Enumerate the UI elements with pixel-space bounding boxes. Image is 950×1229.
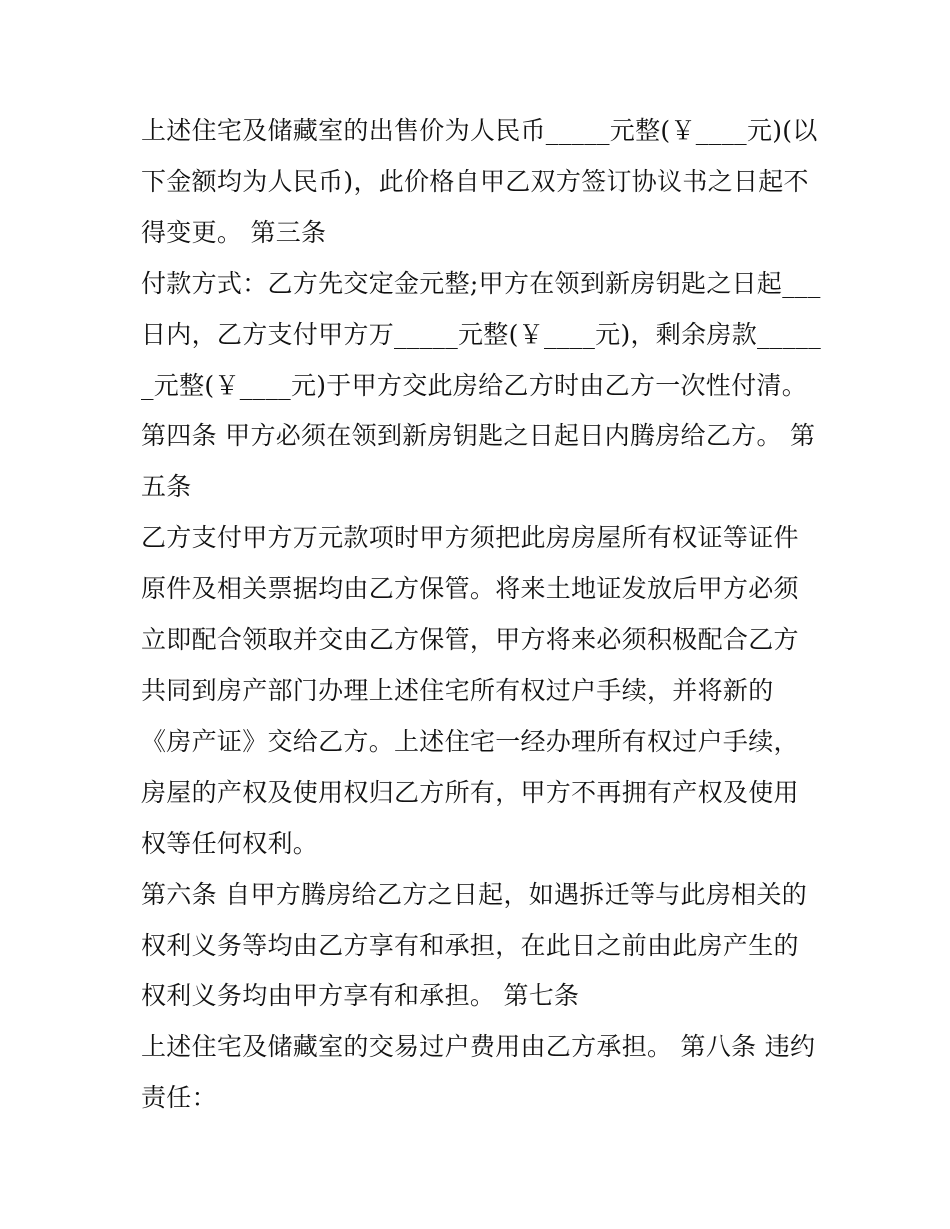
- document-body: [141, 106, 821, 1124]
- paragraph-article-seven: 上述住宅及储藏室的交易过户费用由乙方承担。 第八条 违约责任：: [141, 1032, 816, 1113]
- paragraph-article-five: 乙方支付甲方万元款项时甲方须把此房房屋所有权证等证件原件及相关票据均由乙方保管。将来土地证发放后甲方必须立即配合领取并交由乙方保管，甲方将来必须积极配合乙方共同到房产部门办理上述住宅所有权过户手续，并将新的《房产证》交给乙方。上述住宅一经办理所有权过户手续，房屋的产权及使用权归乙方所有，甲方不再拥有产权及使用权等任何权利。: [141, 523, 799, 858]
- paragraph-sale-price: 上述住宅及储藏室的出售价为人民币_____元整(￥____元)(以下金额均为人民币)，此价格自甲乙双方签订协议书之日起不得变更。 第三条: [141, 116, 818, 247]
- paragraph-payment-method: 付款方式：乙方先交定金元整;甲方在领到新房钥匙之日起___日内，乙方支付甲方万_____元整(￥____元)，剩余房款______元整(￥____元)于甲方交此房给乙方时由乙方一次性付清。: [141, 268, 822, 400]
- paragraph-article-six: 第六条 自甲方腾房给乙方之日起，如遇拆迁等与此房相关的权利义务等均由乙方享有和承担，在此日之前由此房产生的权利义务均由甲方享有和承担。 第七条: [141, 879, 808, 1011]
- paragraph-article-four: 第四条 甲方必须在领到新房钥匙之日起日内腾房给乙方。 第五条: [141, 421, 816, 502]
